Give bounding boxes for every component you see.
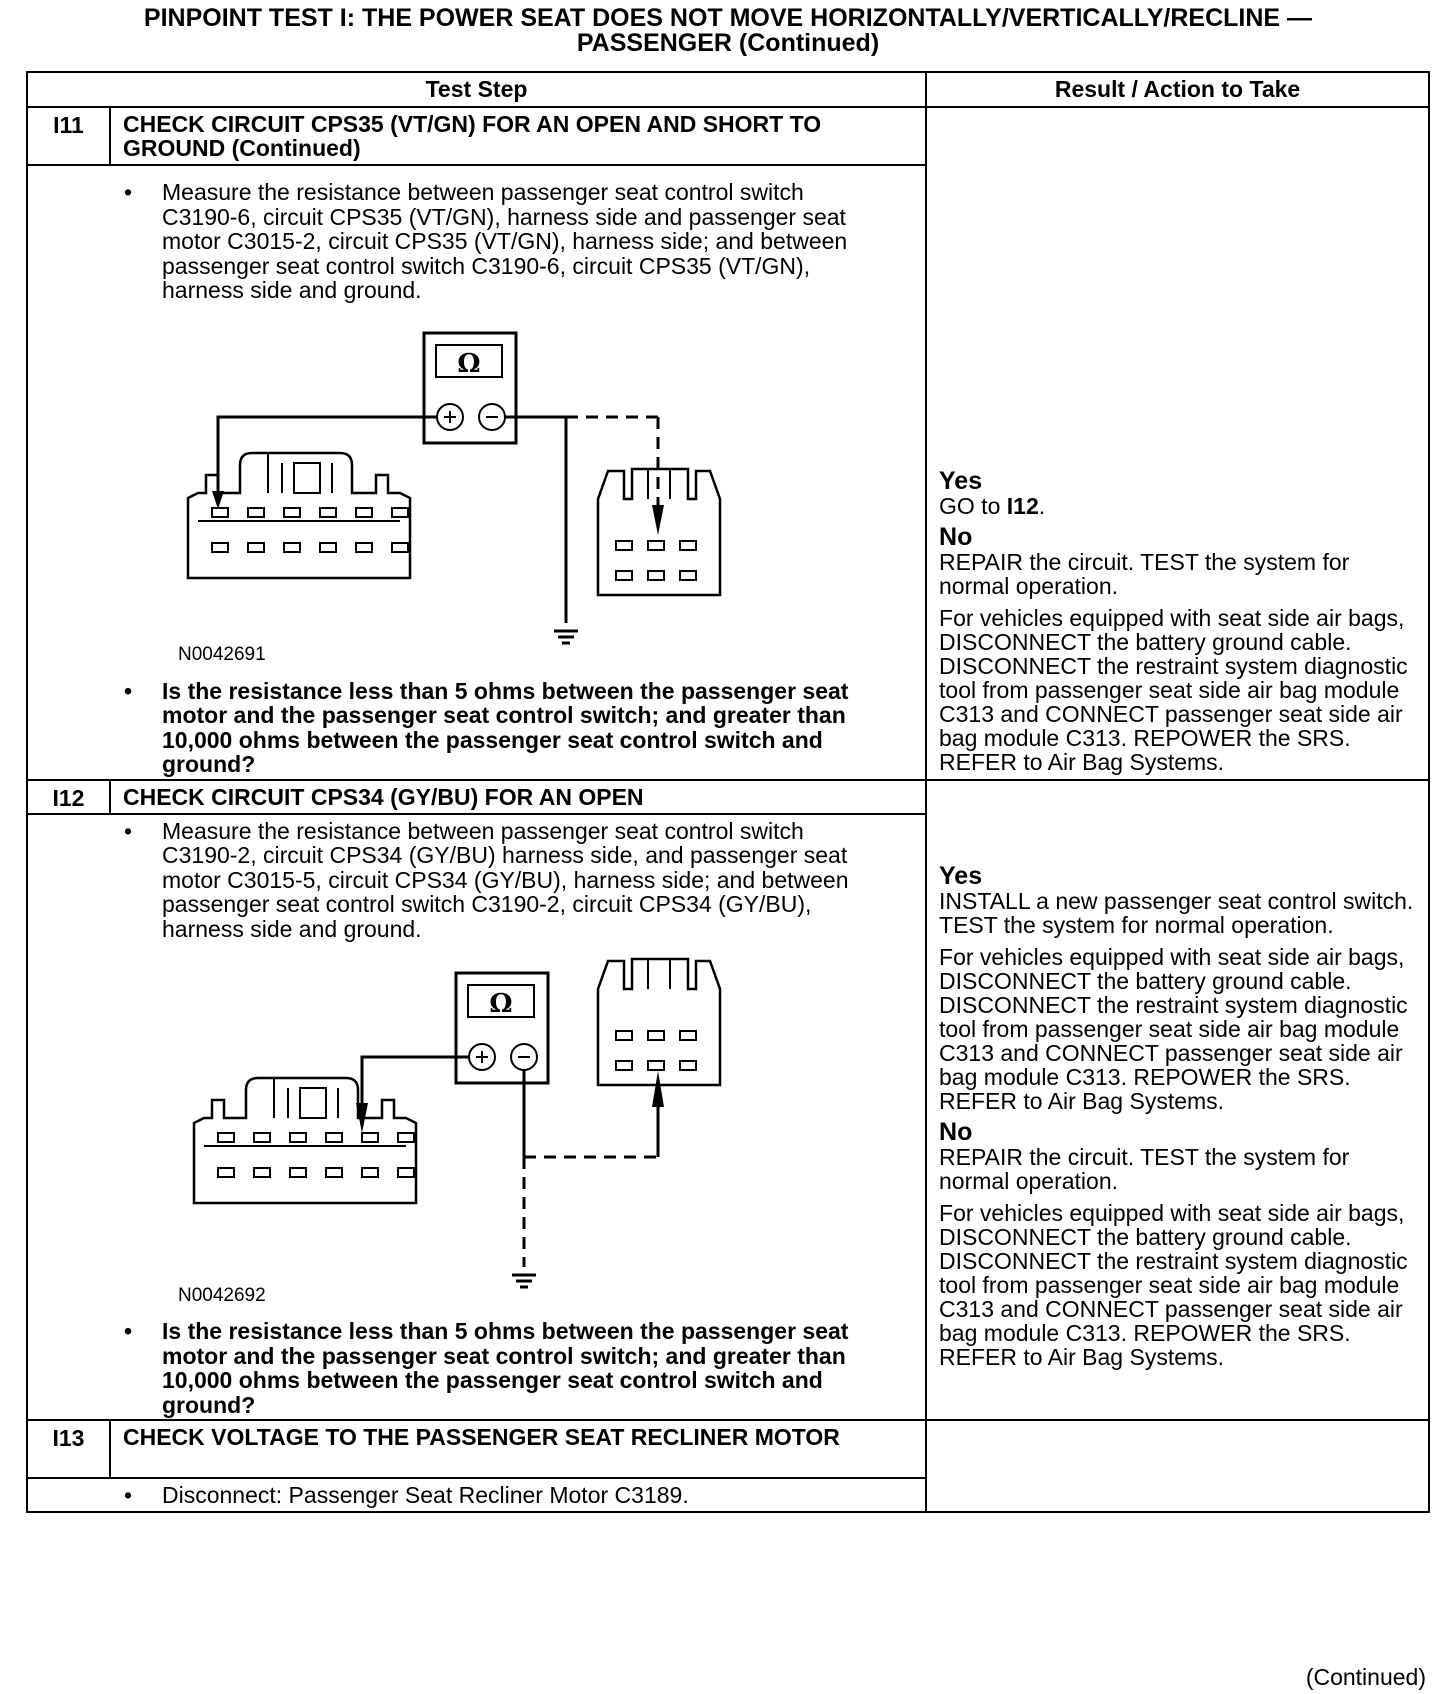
step-instruction: • Measure the resistance between passenger seat control switch C3190-6, circuit CPS35 (VT/GN), harness side and passenger seat motor C3015-2, circuit CPS35 (VT/GN), harness side; and between passenger seat control switch C3190-6, circuit CPS35 (VT/GN), harness side and ground. <box>28 180 925 303</box>
table-header-row <box>27 72 1429 107</box>
result-yes-label: Yes <box>939 861 983 890</box>
goto-step-link[interactable]: I12 <box>1006 493 1039 519</box>
column-header-result: Result / Action to Take <box>926 72 1429 107</box>
page-title <box>0 6 1456 56</box>
step-title: CHECK CIRCUIT CPS35 (VT/GN) FOR AN OPEN AND SHORT TO GROUND (Continued) <box>110 107 926 165</box>
step-instruction: • Measure the resistance between passenger seat control switch C3190-2, circuit CPS34 (GY/BU) harness side, and passenger seat motor C3015-5, circuit CPS34 (GY/BU), harness side; and between passenger seat control switch C3190-2, circuit CPS34 (GY/BU), harness side and ground. <box>28 819 925 942</box>
step-title: CHECK CIRCUIT CPS34 (GY/BU) FOR AN OPEN <box>110 780 926 814</box>
step-i13-body <box>27 1478 926 1512</box>
step-question: • Is the resistance less than 5 ohms between the passenger seat motor and the passenger seat control switch; and greater than 10,000 ohms between the passenger seat control switch and ground? <box>28 679 925 777</box>
step-i11-title-row <box>27 107 1429 165</box>
step-i12-title-row <box>27 780 1429 814</box>
result-yes-action: INSTALL a new passenger seat control switch. TEST the system for normal operation. <box>939 887 1414 938</box>
pinpoint-test-table <box>26 71 1430 1513</box>
wiring-diagram-n0042691 <box>28 303 927 663</box>
step-i11-result <box>926 107 1429 780</box>
step-number: I11 <box>27 107 110 165</box>
step-i11-body <box>27 165 926 780</box>
page-title-line-1: PINPOINT TEST I: THE POWER SEAT DOES NOT MOVE HORIZONTALLY/VERTICALLY/RECLINE — <box>143 4 1313 32</box>
step-title: CHECK VOLTAGE TO THE PASSENGER SEAT RECLINER MOTOR <box>110 1420 926 1478</box>
step-number: I13 <box>27 1420 110 1478</box>
result-yes-action: GO to I12. <box>939 493 1046 519</box>
result-no-note: For vehicles equipped with seat side air bags, DISCONNECT the battery ground cable. DISCONNECT the restraint system diagnostic tool from passenger seat side air bag module C313 and CONNECT passenger seat side air bag module C313. REPOWER the SRS. REFER to Air Bag Systems. <box>939 605 1408 775</box>
figure-id: N0042692 <box>178 1285 266 1305</box>
step-question: • Is the resistance less than 5 ohms between the passenger seat motor and the passenger seat control switch; and greater than 10,000 ohms between the passenger seat control switch and ground? <box>28 1319 925 1417</box>
wiring-diagram-n0042692 <box>28 941 927 1305</box>
column-header-test-step: Test Step <box>27 72 926 107</box>
step-i13-title-row <box>27 1420 1429 1478</box>
figure-id: N0042691 <box>178 643 266 663</box>
step-i13-result <box>926 1420 1429 1512</box>
step-instruction: • Disconnect: Passenger Seat Recliner Motor C3189. <box>28 1483 925 1508</box>
step-i12-body <box>27 814 926 1421</box>
result-no-action: REPAIR the circuit. TEST the system for normal operation. <box>939 1143 1350 1194</box>
ohm-symbol: Ω <box>457 348 481 379</box>
step-number: I12 <box>27 780 110 814</box>
ohm-symbol: Ω <box>489 989 513 1019</box>
result-yes-label: Yes <box>939 467 983 495</box>
result-yes-note: For vehicles equipped with seat side air bags, DISCONNECT the battery ground cable. DISCONNECT the restraint system diagnostic tool from passenger seat side air bag module C313 and CONNECT passenger seat side air bag module C313. REPOWER the SRS. REFER to Air Bag Systems. <box>939 943 1408 1114</box>
page-title-line-2: PASSENGER (Continued) <box>576 29 880 57</box>
step-i12-result <box>926 780 1429 1421</box>
result-no-note: For vehicles equipped with seat side air bags, DISCONNECT the battery ground cable. DISCONNECT the restraint system diagnostic tool from passenger seat side air bag module C313 and CONNECT passenger seat side air bag module C313. REPOWER the SRS. REFER to Air Bag Systems. <box>939 1199 1408 1370</box>
result-no-label: No <box>939 1117 973 1146</box>
continued-note: (Continued) <box>1305 1664 1426 1690</box>
result-no-action: REPAIR the circuit. TEST the system for normal operation. <box>939 549 1350 599</box>
result-no-label: No <box>939 523 973 551</box>
